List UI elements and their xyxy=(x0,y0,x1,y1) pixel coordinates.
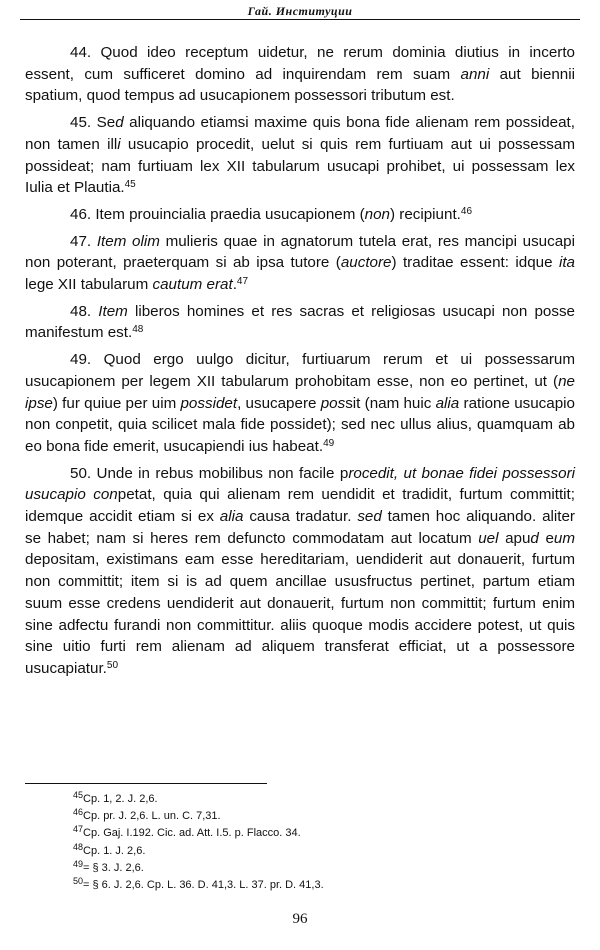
text-run: liberos homines et res sacras et religiosas usucapi non posse manifestum est. xyxy=(25,302,575,342)
text-run: ) traditae essent: idque xyxy=(391,254,559,272)
paragraph-50 xyxy=(25,463,575,680)
text-run: tamen hoc aliquando. aliter se habet; nam si heres rem defuncto commodatam aut locatum xyxy=(25,508,575,547)
italic-text: sed xyxy=(357,508,382,526)
italic-text: Item xyxy=(98,302,128,320)
footnote-50 xyxy=(73,877,523,894)
paragraph-46 xyxy=(25,204,575,226)
footnote-number: 50 xyxy=(73,876,84,887)
footnote-text: Cp. 1, 2. J. 2,6. xyxy=(83,793,158,805)
footnote-ref: 49 xyxy=(323,437,335,449)
italic-text: rocedit, ut bonae fidei possessori usucapio con xyxy=(25,464,575,504)
running-header: Гай. Институции xyxy=(247,4,353,18)
paragraph-48 xyxy=(25,301,575,344)
footnote-number: 46 xyxy=(73,807,84,818)
text-run: aut biennii spatium, quod tempus ad usucapionem possessori tributum est. xyxy=(25,65,575,105)
footnote-rule xyxy=(25,783,267,784)
header-rule xyxy=(20,19,580,20)
italic-text: non xyxy=(364,205,390,223)
main-text xyxy=(25,42,575,685)
italic-text: Item olim xyxy=(96,232,160,250)
italic-text: possidet xyxy=(180,394,238,412)
footnote-text: = § 6. J. 2,6. Cp. L. 36. D. 41,3. L. 37. pr. D. 41,3. xyxy=(83,879,324,892)
footnote-text: = § 3. J. 2,6. xyxy=(83,861,144,874)
footnote-number: 48 xyxy=(73,841,84,852)
text-run: 49. Quod ergo uulgo dicitur, furtiuarum rerum et ui possessarum usucapionem per legem XII tabularum prohobitam esse, non eo pertinet, ut ( xyxy=(25,351,575,390)
italic-text: pos xyxy=(320,394,346,412)
italic-text: alia xyxy=(435,394,460,412)
text-run: 44. Quod ideo receptum uidetur, ne rerum dominia diutius in incerto essent, cum sufficeret domino ad inquirendam rem suam xyxy=(25,44,575,83)
italic-text: alia xyxy=(219,508,244,526)
italic-text: cautum erat xyxy=(152,276,233,294)
footnote-number: 45 xyxy=(73,790,84,800)
text-run: aliquando etiamsi maxime quis bona fide alienam rem possideat, non tamen ill xyxy=(25,114,575,153)
text-run: sit (nam huic xyxy=(345,394,436,412)
text-run: ) fur quiue per uim xyxy=(52,394,181,412)
footnote-number: 47 xyxy=(73,824,84,835)
footnote-45 xyxy=(73,791,523,808)
paragraph-47 xyxy=(25,231,575,296)
footnote-text: Cp. Gaj. I.192. Cic. ad. Att. I.5. p. Flacco. 34. xyxy=(83,827,301,840)
italic-text: i xyxy=(117,135,121,153)
text-run: causa tradatur. xyxy=(243,508,358,526)
footnote-ref: 48 xyxy=(132,324,144,336)
text-run: 50. Unde in rebus mobilibus non facile p xyxy=(70,464,349,482)
paragraph-49 xyxy=(25,349,575,458)
footnotes xyxy=(73,791,523,894)
text-run: usucapio procedit, uelut si quis rem furtiuam aut ui possessam possideat; nam furtiuam lex XII tabularum usucapi prohibet, ui possessam lex Iulia et Plautia. xyxy=(25,135,575,197)
italic-text: d xyxy=(530,529,539,547)
text-run: petat, quia qui alienam rem uendidit et tradidit, furtum committit; idemque accidit etiam si ex xyxy=(25,486,575,526)
text-run: depositam, existimans eam esse hereditariam, uendiderit aut donauerit, furtum non committit; item si is ad quem ancillae ususfructus pertinet, partum etiam suum esse credens uendiderit aut donauerit, furtum non committit; furtum enim sine adfectu furandi non committitur. aliis quoque modis accidere potest, ut quis sine uitio furti rem alienam ad aliquem transferat efficiat, ut a possessore usucapiatur. xyxy=(25,551,575,677)
italic-text: anni xyxy=(460,65,490,83)
italic-text: ita xyxy=(558,254,575,272)
paragraph-45 xyxy=(25,112,575,199)
text-run: ) recipiunt. xyxy=(389,205,461,223)
italic-text: auctore xyxy=(340,254,392,272)
footnote-ref: 50 xyxy=(106,659,119,671)
footnote-ref: 47 xyxy=(236,276,249,288)
footnote-ref: 46 xyxy=(460,205,473,217)
footnote-46 xyxy=(73,808,523,825)
text-run: 45. Se xyxy=(70,114,116,132)
footnote-number: 49 xyxy=(73,858,84,869)
italic-text: um xyxy=(553,529,576,547)
text-run: mulieris quae in agnatorum tutela erat, res mancipi usucapi non poterant, praeterquam si ab ipsa tutore ( xyxy=(25,232,575,272)
text-run: 46. Item prouincialia praedia usucapionem ( xyxy=(70,205,365,223)
text-run: lege XII tabularum xyxy=(25,276,153,294)
footnote-text: Cp. 1. J. 2,6. xyxy=(83,844,146,857)
footnote-48 xyxy=(73,843,523,860)
italic-text: uel xyxy=(478,529,499,547)
text-run: . xyxy=(232,276,237,294)
text-run: apu xyxy=(498,529,531,547)
text-run: 47. xyxy=(70,232,97,250)
footnote-49 xyxy=(73,860,523,877)
footnote-47 xyxy=(73,825,523,842)
footnote-text: Cp. pr. J. 2,6. L. un. C. 7,31. xyxy=(83,810,221,823)
text-run: e xyxy=(538,529,554,547)
footnote-ref: 45 xyxy=(124,179,136,191)
text-run: , usucapere xyxy=(237,394,321,412)
paragraph-44 xyxy=(25,42,575,107)
italic-text: d xyxy=(115,114,124,132)
text-run: 48. xyxy=(70,302,99,320)
page-number: 96 xyxy=(292,911,308,927)
italic-text: ne ipse xyxy=(25,372,575,412)
text-run: ratione usucapio non conpetit, quia scilicet mala fide possidet); sed nec ullus alius, quamquam ab eo bona fide emerit, usucapiendi ius habeat. xyxy=(25,394,575,455)
